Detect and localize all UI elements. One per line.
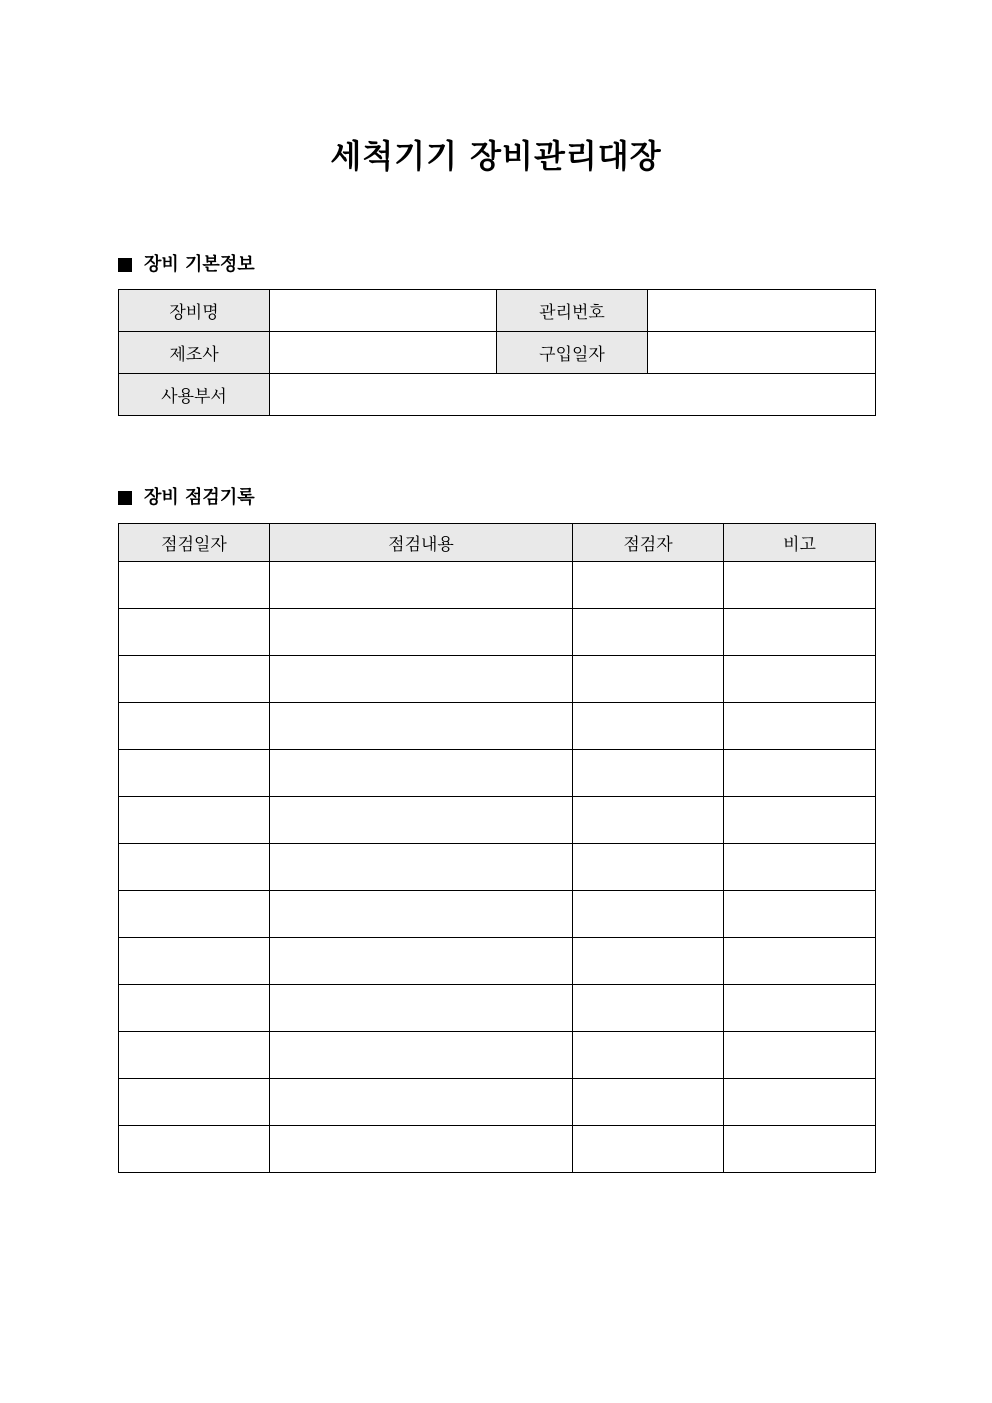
remarks-cell[interactable] — [724, 985, 876, 1032]
equipment-name-label: 장비명 — [119, 290, 270, 332]
remarks-cell[interactable] — [724, 797, 876, 844]
manufacturer-field[interactable] — [270, 332, 497, 374]
remarks-cell[interactable] — [724, 1032, 876, 1079]
table-row — [119, 891, 876, 938]
inspection-date-cell[interactable] — [119, 891, 270, 938]
inspection-date-cell[interactable] — [119, 985, 270, 1032]
purchase-date-field[interactable] — [648, 332, 876, 374]
inspection-date-cell[interactable] — [119, 656, 270, 703]
inspection-content-cell[interactable] — [270, 797, 573, 844]
table-row — [119, 1032, 876, 1079]
inspection-date-cell[interactable] — [119, 750, 270, 797]
page-title: 세척기기 장비관리대장 — [330, 137, 662, 175]
inspection-content-cell[interactable] — [270, 656, 573, 703]
inspector-cell[interactable] — [573, 985, 724, 1032]
remarks-cell[interactable] — [724, 1126, 876, 1173]
inspection-log-table — [118, 523, 876, 1173]
table-row — [119, 656, 876, 703]
inspection-date-cell[interactable] — [119, 1032, 270, 1079]
column-header-inspection-content: 점검내용 — [270, 524, 573, 562]
inspector-cell[interactable] — [573, 1079, 724, 1126]
section-heading-inspection-log — [118, 486, 255, 510]
inspection-date-cell[interactable] — [119, 609, 270, 656]
inspection-date-cell[interactable] — [119, 1126, 270, 1173]
department-field[interactable] — [270, 374, 876, 416]
purchase-date-label: 구입일자 — [497, 332, 648, 374]
table-row — [119, 1079, 876, 1126]
table-row — [119, 332, 876, 374]
remarks-cell[interactable] — [724, 609, 876, 656]
inspection-date-cell[interactable] — [119, 1079, 270, 1126]
equipment-name-field[interactable] — [270, 290, 497, 332]
inspection-date-cell[interactable] — [119, 797, 270, 844]
table-row — [119, 750, 876, 797]
section-heading-label: 장비 기본정보 — [144, 254, 255, 275]
inspector-cell[interactable] — [573, 1126, 724, 1173]
table-row — [119, 1126, 876, 1173]
inspector-cell[interactable] — [573, 703, 724, 750]
management-number-field[interactable] — [648, 290, 876, 332]
table-row — [119, 938, 876, 985]
inspection-content-cell[interactable] — [270, 750, 573, 797]
table-row — [119, 609, 876, 656]
remarks-cell[interactable] — [724, 656, 876, 703]
inspection-content-cell[interactable] — [270, 703, 573, 750]
inspection-content-cell[interactable] — [270, 609, 573, 656]
inspector-cell[interactable] — [573, 609, 724, 656]
table-row — [119, 985, 876, 1032]
inspector-cell[interactable] — [573, 656, 724, 703]
management-number-label: 관리번호 — [497, 290, 648, 332]
remarks-cell[interactable] — [724, 750, 876, 797]
inspection-content-cell[interactable] — [270, 1126, 573, 1173]
remarks-cell[interactable] — [724, 562, 876, 609]
inspection-content-cell[interactable] — [270, 891, 573, 938]
table-row — [119, 562, 876, 609]
inspector-cell[interactable] — [573, 938, 724, 985]
inspection-date-cell[interactable] — [119, 562, 270, 609]
inspection-content-cell[interactable] — [270, 1079, 573, 1126]
inspector-cell[interactable] — [573, 750, 724, 797]
inspector-cell[interactable] — [573, 1032, 724, 1079]
column-header-inspector: 점검자 — [573, 524, 724, 562]
remarks-cell[interactable] — [724, 844, 876, 891]
basic-info-table — [118, 289, 876, 416]
square-bullet-icon — [118, 258, 132, 272]
department-label: 사용부서 — [119, 374, 270, 416]
table-row — [119, 290, 876, 332]
remarks-cell[interactable] — [724, 703, 876, 750]
inspection-date-cell[interactable] — [119, 938, 270, 985]
remarks-cell[interactable] — [724, 1079, 876, 1126]
column-header-remarks: 비고 — [724, 524, 876, 562]
table-row — [119, 797, 876, 844]
inspection-content-cell[interactable] — [270, 938, 573, 985]
table-row — [119, 703, 876, 750]
remarks-cell[interactable] — [724, 938, 876, 985]
column-header-inspection-date: 점검일자 — [119, 524, 270, 562]
inspection-date-cell[interactable] — [119, 703, 270, 750]
table-header-row — [119, 524, 876, 562]
section-heading-label: 장비 점검기록 — [144, 487, 255, 508]
inspector-cell[interactable] — [573, 797, 724, 844]
inspector-cell[interactable] — [573, 844, 724, 891]
inspector-cell[interactable] — [573, 891, 724, 938]
inspector-cell[interactable] — [573, 562, 724, 609]
section-heading-basic-info — [118, 253, 255, 277]
inspection-date-cell[interactable] — [119, 844, 270, 891]
inspection-content-cell[interactable] — [270, 985, 573, 1032]
inspection-content-cell[interactable] — [270, 844, 573, 891]
table-row — [119, 844, 876, 891]
inspection-content-cell[interactable] — [270, 1032, 573, 1079]
manufacturer-label: 제조사 — [119, 332, 270, 374]
table-row — [119, 374, 876, 416]
remarks-cell[interactable] — [724, 891, 876, 938]
inspection-log-body — [119, 562, 876, 1173]
square-bullet-icon — [118, 491, 132, 505]
inspection-content-cell[interactable] — [270, 562, 573, 609]
